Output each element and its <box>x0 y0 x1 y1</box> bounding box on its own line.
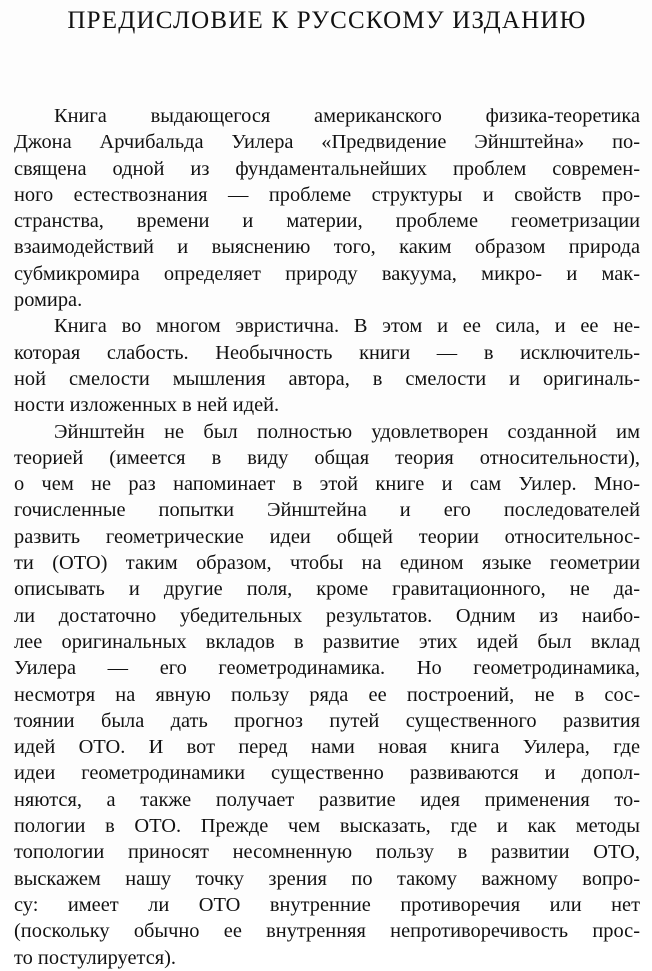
text-line: ной смелости мышления автора, в смелости и оригиналь- <box>14 367 640 390</box>
text-line: Книга выдающегося американского физика-теоретика <box>54 105 640 127</box>
page-title: ПРЕДИСЛОВИЕ К РУССКОМУ ИЗДАНИЮ <box>67 7 587 34</box>
text-line: Эйнштейн не был полностью удовлетворен созданной им <box>54 420 640 443</box>
text-line: выскажем нашу точку зрения по такому важному вопро- <box>14 867 640 890</box>
text-line: су: имеет ли ОТО внутренние противоречия или нет <box>14 893 640 916</box>
text-line: священа одной из фундаментальнейших проблем современ- <box>14 157 640 180</box>
text-line: гочисленные попытки Эйнштейна и его последователей <box>14 499 640 522</box>
paragraph-2 <box>14 313 640 418</box>
text-line: описывать и другие поля, кроме гравитационного, не да- <box>14 578 640 601</box>
text-line: субмикромира определяет природу вакуума, микро- и мак- <box>14 262 640 285</box>
text-line: теорией (имеется в виду общая теория относительности), <box>14 446 640 469</box>
paragraph-1 <box>14 103 640 313</box>
text-line: Джона Арчибальда Уилера «Предвидение Эйнштейна» по- <box>14 131 640 154</box>
text-line: ромира. <box>14 289 83 312</box>
text-line: развить геометрические идеи общей теории относительнос- <box>14 525 640 548</box>
text-line: то постулируется). <box>14 946 177 969</box>
text-line: ти (ОТО) таким образом, чтобы на едином языке геометрии <box>14 552 640 575</box>
text-line: взаимодействий и выяснению того, каким образом природа <box>14 236 640 259</box>
text-line: которая слабость. Необычность книги — в исключитель- <box>14 341 640 364</box>
preface-body <box>14 103 640 971</box>
text-line: Книга во многом эвристична. В этом и ее сила, и ее не- <box>54 315 640 338</box>
text-line: лее оригинальных вкладов в развитие этих идей был вклад <box>14 630 640 653</box>
text-line: ности изложенных в ней идей. <box>14 394 280 417</box>
text-line: странства, времени и материи, проблеме геометризации <box>14 210 640 233</box>
text-line: несмотря на явную пользу ряда ее построений, не в сос- <box>14 683 640 706</box>
text-line: идей ОТО. И вот перед нами новая книга Уилера, где <box>14 736 640 759</box>
text-line: (поскольку обычно ее внутренняя непротиворечивость прос- <box>14 920 640 943</box>
text-line: няются, а также получает развитие идея применения то- <box>14 788 640 811</box>
text-line: ли достаточно убедительных результатов. Одним из наибо- <box>14 604 640 627</box>
paragraph-3 <box>14 419 640 971</box>
text-line: Уилера — его геометродинамика. Но геометродинамика, <box>14 657 640 680</box>
text-line: ного естествознания — проблеме структуры и свойств про- <box>14 183 640 206</box>
text-line: топологии приносят несомненную пользу в развитии ОТО, <box>14 841 640 864</box>
text-line: о чем не раз напоминает в этой книге и сам Уилер. Мно- <box>14 473 640 496</box>
text-line: пологии в ОТО. Прежде чем высказать, где и как методы <box>14 815 640 838</box>
text-line: тоянии была дать прогноз путей существенного развития <box>14 709 640 732</box>
text-line: идеи геометродинамики существенно развиваются и допол- <box>14 762 640 785</box>
